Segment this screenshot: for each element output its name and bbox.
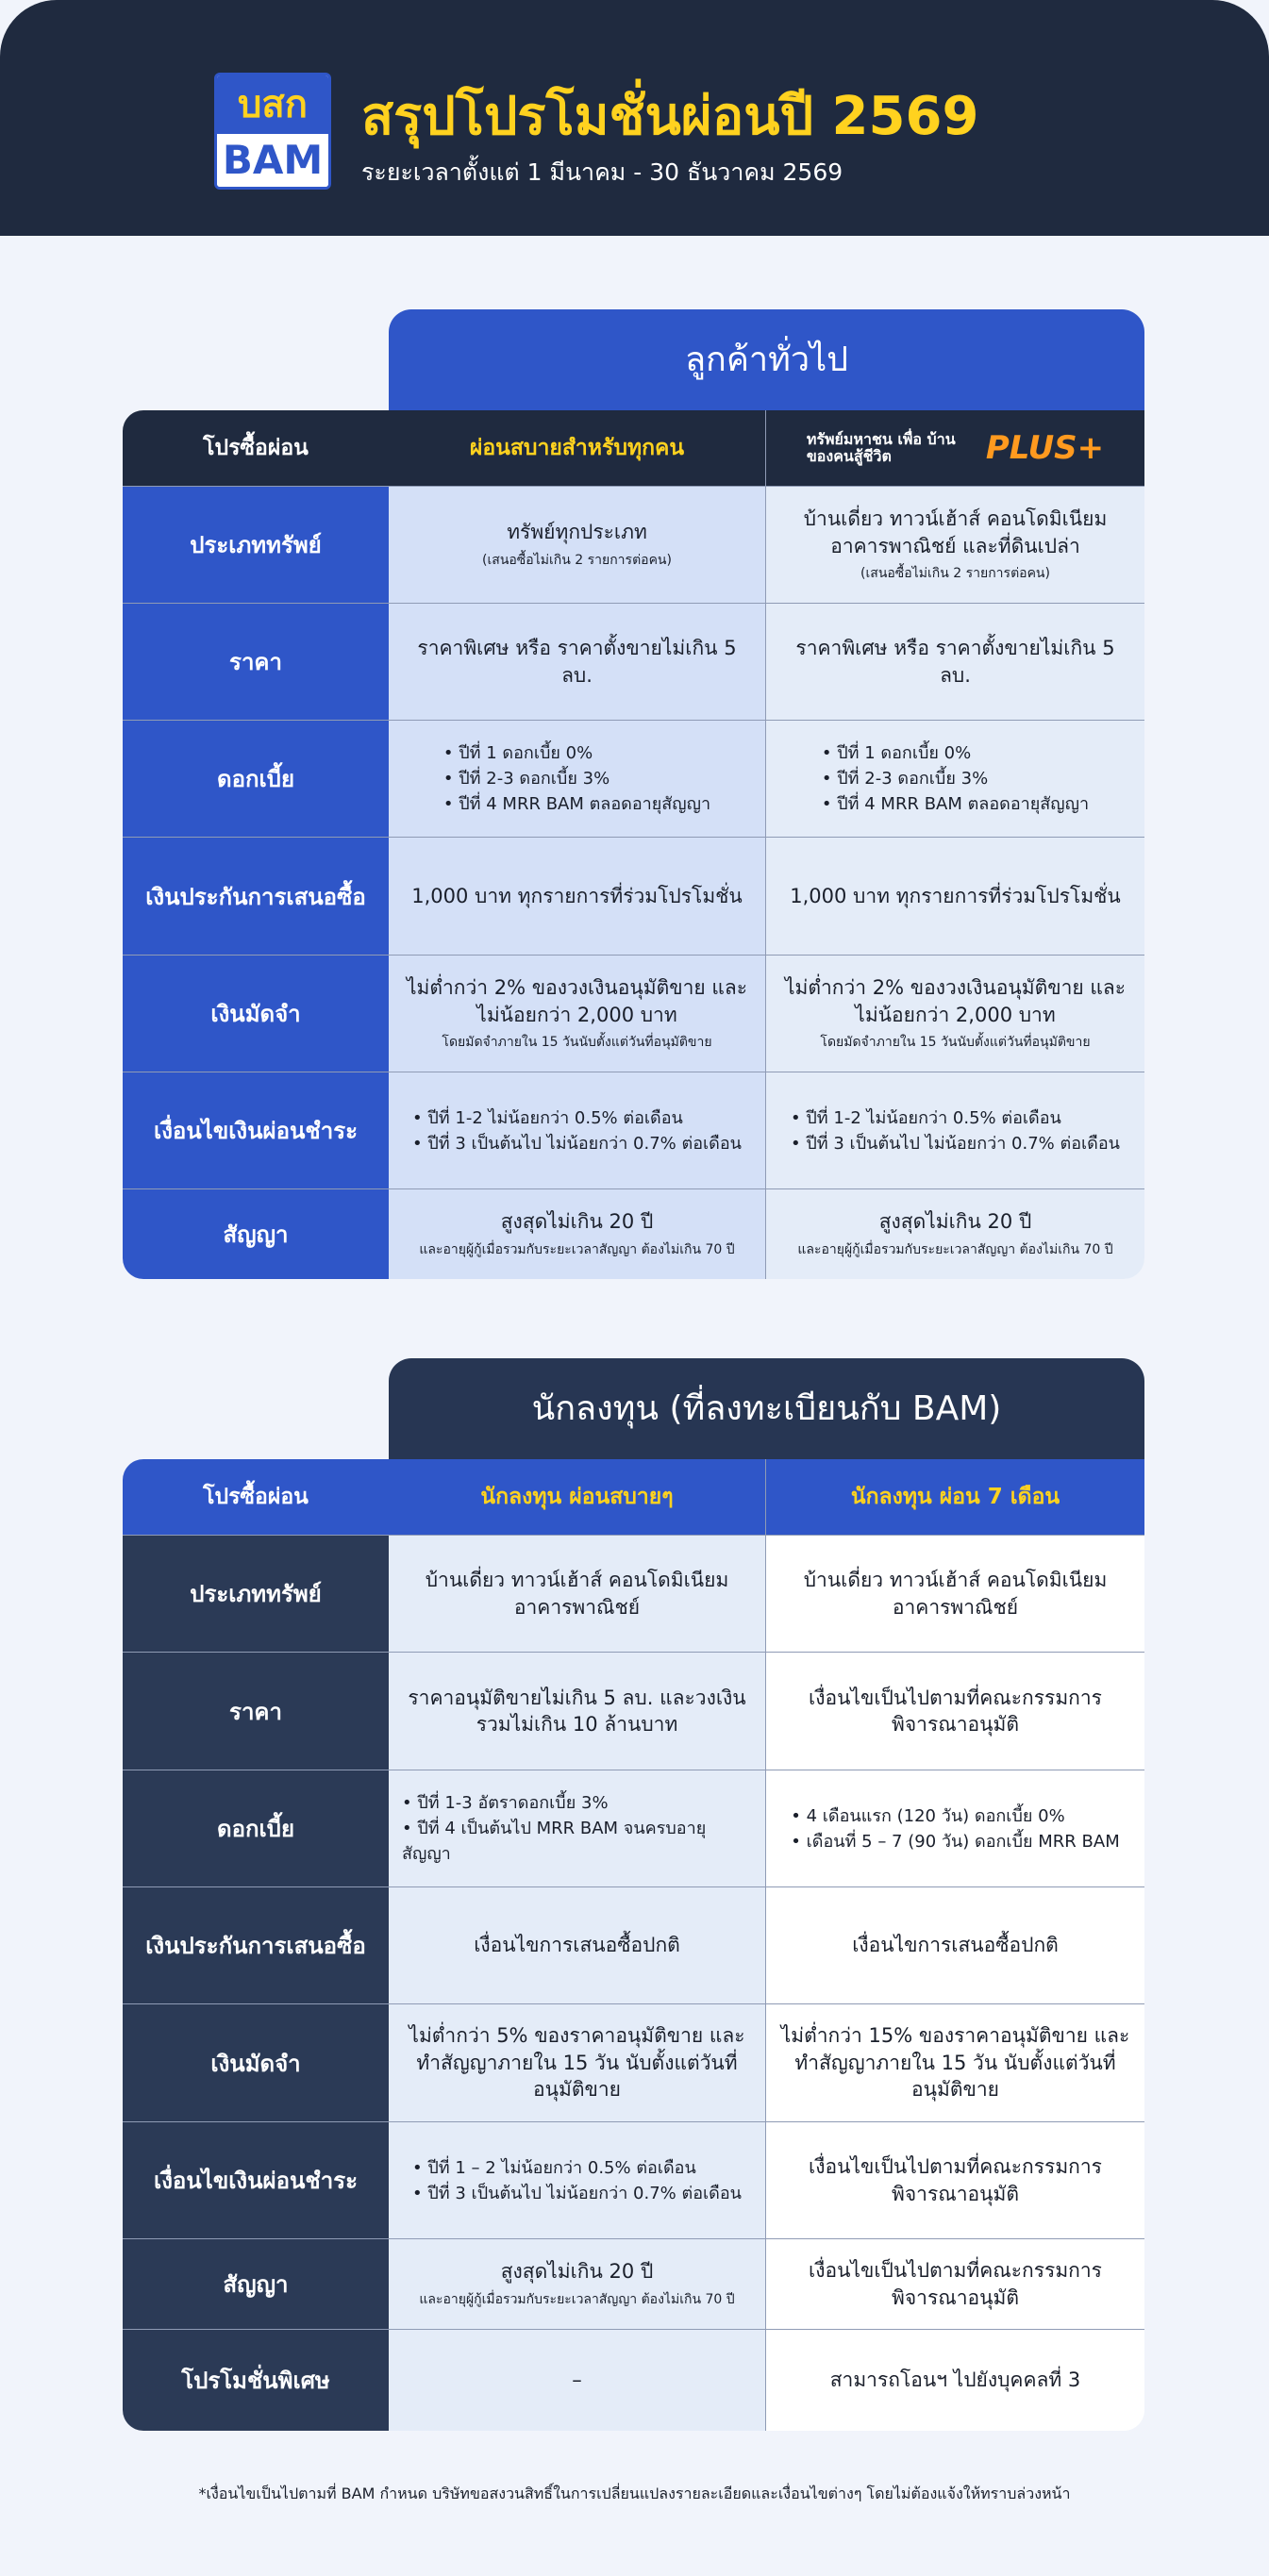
table-row bbox=[123, 2238, 1144, 2329]
page-title: สรุปโปรโมชั่นผ่อนปี 2569 bbox=[361, 86, 979, 147]
cell-text: ทรัพย์ทุกประเภท bbox=[507, 521, 647, 544]
page-subtitle: ระยะเวลาตั้งแต่ 1 มีนาคม - 30 ธันวาคม 2569 bbox=[361, 158, 843, 186]
row-label: เงินมัดจำ bbox=[210, 2050, 301, 2077]
bullet-item: • ปีที่ 1 ดอกเบี้ย 0% bbox=[822, 740, 1089, 766]
row-label: เงินประกันการเสนอซื้อ bbox=[145, 883, 366, 910]
logo-thai-text: บสก bbox=[217, 75, 328, 134]
plus-logo-badge: PLUS+ bbox=[985, 429, 1105, 467]
col-header-promo: โปรซื้อผ่อน bbox=[203, 1485, 309, 1509]
row-label: เงื่อนไขเงินผ่อนชำระ bbox=[154, 2168, 358, 2194]
table-row bbox=[123, 2329, 1144, 2431]
table-row bbox=[123, 1886, 1144, 2003]
bullet-item: • ปีที่ 3 เป็นต้นไป ไม่น้อยกว่า 0.7% ต่อเดือน bbox=[791, 1131, 1120, 1156]
bullet-item: • 4 เดือนแรก (120 วัน) ดอกเบี้ย 0% bbox=[791, 1803, 1119, 1829]
row-label: ประเภททรัพย์ bbox=[190, 532, 322, 558]
col-header-investor-easy: นักลงทุน ผ่อนสบายๆ bbox=[480, 1485, 674, 1509]
plus-logo bbox=[807, 429, 1104, 467]
row-label: โปรโมชั่นพิเศษ bbox=[181, 2368, 330, 2394]
row-label: ประเภททรัพย์ bbox=[190, 1581, 322, 1607]
table-row bbox=[123, 955, 1144, 1072]
cell-text: เงื่อนไขเป็นไปตามที่คณะกรรมการ พิจารณาอนุมัติ bbox=[809, 2259, 1102, 2309]
bullet-item: • ปีที่ 3 เป็นต้นไป ไม่น้อยกว่า 0.7% ต่อเดือน bbox=[412, 1131, 742, 1156]
bullet-item: • ปีที่ 2-3 ดอกเบี้ย 3% bbox=[443, 766, 710, 791]
cell-text: ไม่ต่ำกว่า 5% ของราคาอนุมัติขาย และทำสัญญาภายใน 15 วัน นับตั้งแต่วันที่อนุมัติขาย bbox=[409, 2024, 745, 2102]
bullet-list bbox=[791, 1803, 1119, 1854]
bullet-list bbox=[412, 2155, 742, 2206]
bullet-list bbox=[412, 1105, 742, 1156]
bullet-item: • ปีที่ 1-2 ไม่น้อยกว่า 0.5% ต่อเดือน bbox=[791, 1105, 1120, 1131]
cell-text: เงื่อนไขเป็นไปตามที่คณะกรรมการ พิจารณาอนุมัติ bbox=[809, 1686, 1102, 1736]
bullet-item: • ปีที่ 2-3 ดอกเบี้ย 3% bbox=[822, 766, 1089, 791]
bullet-item: • เดือนที่ 5 – 7 (90 วัน) ดอกเบี้ย MRR BAM bbox=[791, 1829, 1119, 1854]
row-label: เงินประกันการเสนอซื้อ bbox=[145, 1933, 366, 1959]
row-label: เงื่อนไขเงินผ่อนชำระ bbox=[154, 1118, 358, 1144]
cell-note: โดยมัดจำภายใน 15 วันนับตั้งแต่วันที่อนุมัติขาย bbox=[442, 1034, 712, 1050]
cell-text: สูงสุดไม่เกิน 20 ปี bbox=[878, 1210, 1032, 1234]
cell-text: ราคาพิเศษ หรือ ราคาตั้งขายไม่เกิน 5 ลบ. bbox=[417, 637, 737, 687]
cell-note: (เสนอซื้อไม่เกิน 2 รายการต่อคน) bbox=[860, 565, 1050, 581]
cell-text: 1,000 บาท ทุกรายการที่ร่วมโปรโมชั่น bbox=[790, 884, 1121, 907]
cell-text: – bbox=[572, 2368, 582, 2392]
general-customer-table bbox=[123, 410, 1144, 1279]
row-label: ดอกเบี้ย bbox=[216, 1816, 295, 1842]
cell-text: เงื่อนไขเป็นไปตามที่คณะกรรมการ พิจารณาอนุมัติ bbox=[809, 2155, 1102, 2205]
table-header-row bbox=[123, 1459, 1144, 1535]
bullet-list bbox=[402, 1790, 752, 1867]
bullet-item: • ปีที่ 1 – 2 ไม่น้อยกว่า 0.5% ต่อเดือน bbox=[412, 2155, 742, 2181]
table-row bbox=[123, 2121, 1144, 2238]
bullet-item: • ปีที่ 3 เป็นต้นไป ไม่น้อยกว่า 0.7% ต่อเดือน bbox=[412, 2181, 742, 2206]
row-label: สัญญา bbox=[223, 2271, 289, 2298]
col-header-promo: โปรซื้อผ่อน bbox=[203, 436, 309, 460]
bullet-item: • ปีที่ 1 ดอกเบี้ย 0% bbox=[443, 740, 710, 766]
bullet-list bbox=[822, 740, 1089, 817]
table-row bbox=[123, 603, 1144, 720]
table-row bbox=[123, 1188, 1144, 1279]
cell-note: (เสนอซื้อไม่เกิน 2 รายการต่อคน) bbox=[482, 552, 672, 568]
table-header-row bbox=[123, 410, 1144, 486]
section-general-title: ลูกค้าทั่วไป bbox=[389, 309, 1144, 410]
bam-logo bbox=[214, 73, 331, 190]
bullet-list bbox=[443, 740, 710, 817]
bullet-item: • ปีที่ 1-3 อัตราดอกเบี้ย 3% bbox=[402, 1790, 752, 1816]
cell-text: ไม่ต่ำกว่า 2% ของวงเงินอนุมัติขาย และไม่น้อยกว่า 2,000 บาท bbox=[406, 976, 748, 1026]
footnote: *เงื่อนไขเป็นไปตามที่ BAM กำหนด บริษัทขอสงวนสิทธิ์ในการเปลี่ยนแปลงรายละเอียดและเงื่อนไขต่างๆ โดยไม่ต้องแจ้งให้ทราบล่วงหน้า bbox=[198, 2485, 1071, 2502]
table-row bbox=[123, 1072, 1144, 1188]
table-row bbox=[123, 720, 1144, 837]
table-row bbox=[123, 486, 1144, 603]
col-header-investor-7months: นักลงทุน ผ่อน 7 เดือน bbox=[850, 1485, 1060, 1509]
cell-text: สามารถโอนฯ ไปยังบุคคลที่ 3 bbox=[829, 2368, 1081, 2392]
row-label: ราคา bbox=[229, 649, 282, 675]
cell-text: เงื่อนไขการเสนอซื้อปกติ bbox=[852, 1934, 1059, 1957]
bullet-item: • ปีที่ 4 MRR BAM ตลอดอายุสัญญา bbox=[443, 791, 710, 817]
row-label: ราคา bbox=[229, 1698, 282, 1725]
cell-note: และอายุผู้กู้เมื่อรวมกับระยะเวลาสัญญา ต้องไม่เกิน 70 ปี bbox=[419, 2291, 735, 2307]
cell-note: โดยมัดจำภายใน 15 วันนับตั้งแต่วันที่อนุมัติขาย bbox=[820, 1034, 1091, 1050]
col-header-easy: ผ่อนสบายสำหรับทุกคน bbox=[469, 436, 685, 460]
table-row bbox=[123, 1652, 1144, 1770]
cell-note: และอายุผู้กู้เมื่อรวมกับระยะเวลาสัญญา ต้องไม่เกิน 70 ปี bbox=[419, 1241, 735, 1257]
bullet-item: • ปีที่ 4 MRR BAM ตลอดอายุสัญญา bbox=[822, 791, 1089, 817]
cell-text: ราคาอนุมัติขายไม่เกิน 5 ลบ. และวงเงินรวมไม่เกิน 10 ล้านบาท bbox=[408, 1686, 746, 1736]
table-row bbox=[123, 2003, 1144, 2121]
plus-logo-text: ทรัพย์มหาชน เพื่อ บ้าน ของคนสู้ชีวิต bbox=[806, 430, 956, 465]
cell-text: 1,000 บาท ทุกรายการที่ร่วมโปรโมชั่น bbox=[411, 884, 743, 907]
row-label: ดอกเบี้ย bbox=[216, 766, 295, 792]
table-row bbox=[123, 1770, 1144, 1886]
bullet-list bbox=[791, 1105, 1120, 1156]
cell-text: ไม่ต่ำกว่า 15% ของราคาอนุมัติขาย และทำสัญญาภายใน 15 วัน นับตั้งแต่วันที่อนุมัติขาย bbox=[780, 2024, 1130, 2102]
table-row bbox=[123, 1535, 1144, 1652]
cell-text: บ้านเดี่ยว ทาวน์เฮ้าส์ คอนโดมิเนียม อาคารพาณิชย์ bbox=[425, 1569, 729, 1619]
cell-text: สูงสุดไม่เกิน 20 ปี bbox=[500, 1210, 654, 1234]
section-investor-title: นักลงทุน (ที่ลงทะเบียนกับ BAM) bbox=[389, 1358, 1144, 1459]
page-header bbox=[0, 0, 1269, 236]
bullet-item: • ปีที่ 4 เป็นต้นไป MRR BAM จนครบอายุสัญญา bbox=[402, 1816, 752, 1867]
cell-text: บ้านเดี่ยว ทาวน์เฮ้าส์ คอนโดมิเนียม อาคารพาณิชย์ และที่ดินเปล่า bbox=[803, 507, 1108, 557]
investor-table bbox=[123, 1459, 1144, 2431]
cell-text: บ้านเดี่ยว ทาวน์เฮ้าส์ คอนโดมิเนียม อาคารพาณิชย์ bbox=[803, 1569, 1108, 1619]
cell-text: ราคาพิเศษ หรือ ราคาตั้งขายไม่เกิน 5 ลบ. bbox=[795, 637, 1115, 687]
row-label: สัญญา bbox=[223, 1222, 289, 1248]
bullet-item: • ปีที่ 1-2 ไม่น้อยกว่า 0.5% ต่อเดือน bbox=[412, 1105, 742, 1131]
cell-note: และอายุผู้กู้เมื่อรวมกับระยะเวลาสัญญา ต้องไม่เกิน 70 ปี bbox=[797, 1241, 1113, 1257]
table-row bbox=[123, 837, 1144, 955]
cell-text: สูงสุดไม่เกิน 20 ปี bbox=[500, 2260, 654, 2284]
row-label: เงินมัดจำ bbox=[210, 1001, 301, 1027]
cell-text: ไม่ต่ำกว่า 2% ของวงเงินอนุมัติขาย และไม่น้อยกว่า 2,000 บาท bbox=[784, 976, 1127, 1026]
logo-bam-text: BAM bbox=[217, 134, 328, 187]
cell-text: เงื่อนไขการเสนอซื้อปกติ bbox=[474, 1934, 680, 1957]
